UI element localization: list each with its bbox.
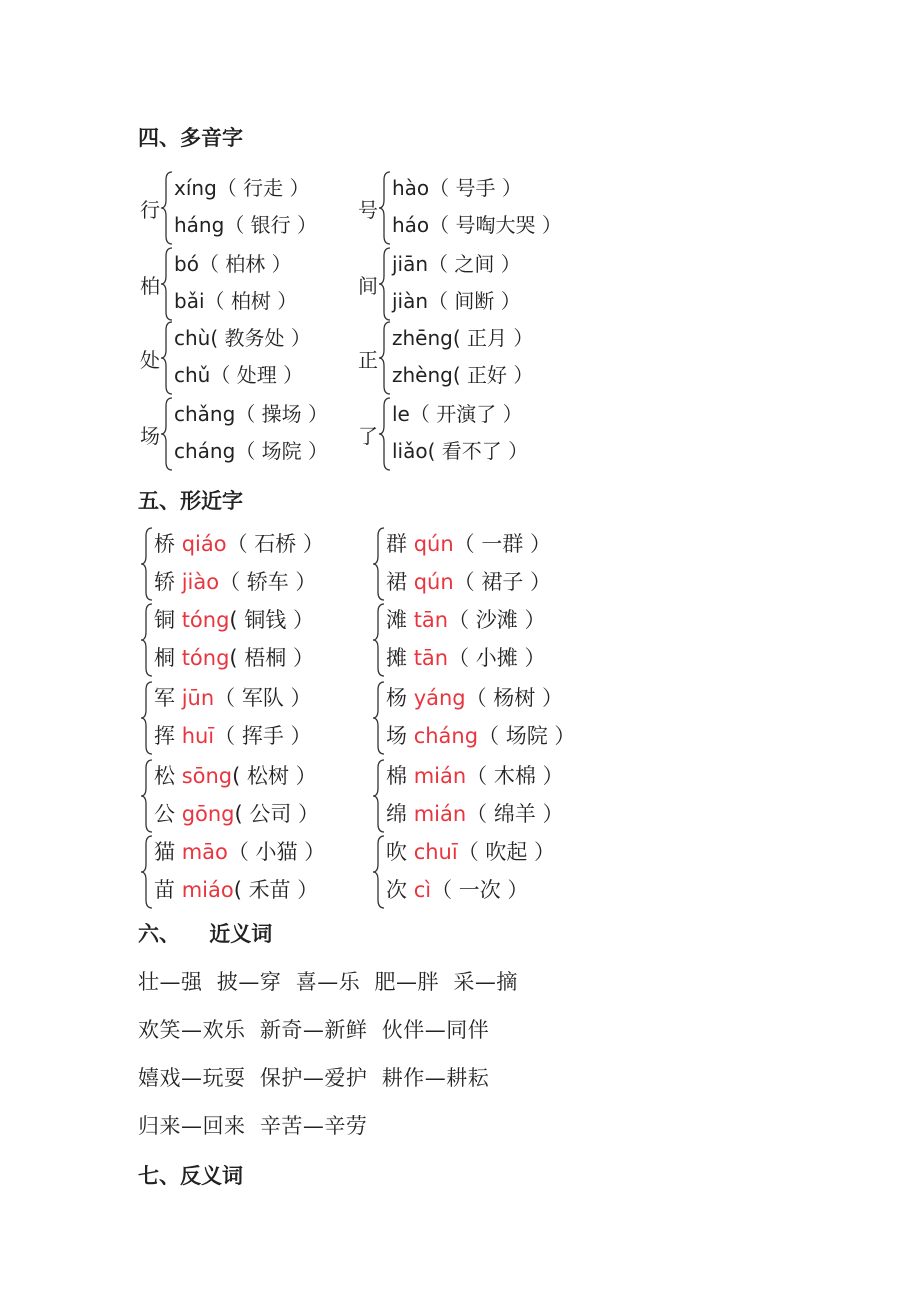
example-word: （ 小摊 ） bbox=[448, 646, 546, 670]
brace-path bbox=[379, 248, 390, 320]
similar-char-line bbox=[386, 682, 563, 712]
brace-path bbox=[373, 604, 384, 676]
char: 裙 bbox=[386, 570, 407, 594]
polyphone-reading bbox=[392, 435, 528, 464]
example-word: （ 木棉 ） bbox=[466, 764, 564, 788]
similar-char-line bbox=[386, 566, 551, 596]
polyphone-reading bbox=[392, 285, 521, 314]
brace-path bbox=[141, 836, 152, 908]
polyphone-reading bbox=[392, 398, 523, 427]
brace-icon bbox=[372, 834, 386, 910]
similar-char-line bbox=[154, 566, 316, 596]
char: 绵 bbox=[386, 802, 407, 826]
brace-path bbox=[373, 760, 384, 832]
pinyin-highlight: gōng bbox=[181, 802, 235, 826]
pinyin: le bbox=[392, 402, 410, 426]
char: 桐 bbox=[154, 646, 175, 670]
example-word: （ 一次 ） bbox=[431, 878, 529, 902]
example-word: ( 禾苗 ） bbox=[233, 878, 319, 902]
example-word: （ 银行 ） bbox=[224, 213, 318, 237]
pinyin: háo bbox=[392, 213, 430, 237]
similar-char-line bbox=[154, 798, 319, 828]
pinyin: chù bbox=[174, 326, 211, 350]
brace-icon bbox=[160, 320, 174, 396]
polyphone-char: 间 bbox=[358, 274, 378, 298]
char: 军 bbox=[154, 686, 175, 710]
pinyin: chǔ bbox=[174, 363, 211, 387]
section-heading-similar-chars: 五、形近字 bbox=[138, 489, 243, 513]
similar-char-line bbox=[154, 604, 314, 634]
brace-path bbox=[379, 398, 390, 470]
pinyin-highlight: huī bbox=[181, 724, 215, 748]
example-word: （ 沙滩 ） bbox=[448, 608, 546, 632]
brace-icon bbox=[140, 602, 154, 678]
polyphone-reading bbox=[174, 209, 317, 238]
similar-char-line bbox=[386, 604, 545, 634]
brace-icon bbox=[378, 246, 392, 322]
brace-icon bbox=[378, 396, 392, 472]
section-heading-synonyms: 六、 近义词 bbox=[138, 922, 273, 946]
brace-icon bbox=[140, 680, 154, 756]
example-word: （ 场院 ） bbox=[478, 724, 576, 748]
polyphone-reading bbox=[174, 172, 309, 201]
section-heading-antonyms: 七、反义词 bbox=[138, 1164, 243, 1188]
example-word: （ 一群 ） bbox=[453, 532, 551, 556]
pinyin: jiàn bbox=[392, 289, 429, 313]
example-word: （ 之间 ） bbox=[428, 252, 521, 276]
brace-icon bbox=[378, 170, 392, 246]
synonym-row: 壮—强 披—穿 喜—乐 肥—胖 采—摘 bbox=[138, 970, 518, 994]
pinyin-highlight: mián bbox=[413, 802, 467, 826]
example-word: （ 轿车 ） bbox=[219, 570, 317, 594]
brace-icon bbox=[140, 758, 154, 834]
char: 摊 bbox=[386, 646, 407, 670]
char: 场 bbox=[386, 724, 407, 748]
brace-path bbox=[141, 528, 152, 600]
char: 桥 bbox=[154, 532, 175, 556]
polyphone-char: 行 bbox=[140, 198, 160, 222]
example-word: （ 小猫 ） bbox=[227, 840, 326, 864]
brace-icon bbox=[160, 170, 174, 246]
char: 公 bbox=[154, 802, 175, 826]
example-word: ( 松树 ） bbox=[232, 764, 317, 788]
pinyin-highlight: qún bbox=[413, 532, 454, 556]
section-heading-polyphones: 四、多音字 bbox=[138, 126, 243, 150]
example-word: （ 军队 ） bbox=[214, 686, 312, 710]
example-word: （ 场院 ） bbox=[235, 439, 329, 463]
brace-path bbox=[161, 398, 172, 470]
brace-icon bbox=[160, 396, 174, 472]
similar-char-line bbox=[154, 682, 312, 712]
polyphone-reading bbox=[174, 398, 328, 427]
polyphone-reading bbox=[392, 209, 562, 238]
example-word: （ 开演了 ） bbox=[409, 402, 523, 426]
synonym-row: 归来—回来 辛苦—辛劳 bbox=[138, 1114, 368, 1138]
pinyin-highlight: tóng bbox=[181, 608, 230, 632]
example-word: （ 号啕大哭 ） bbox=[429, 213, 562, 237]
char: 松 bbox=[154, 764, 175, 788]
example-word: （ 绵羊 ） bbox=[466, 802, 564, 826]
polyphone-char: 号 bbox=[358, 198, 378, 222]
polyphone-char: 处 bbox=[140, 348, 160, 372]
polyphone-reading bbox=[174, 359, 303, 388]
pinyin-highlight: mián bbox=[413, 764, 467, 788]
brace-icon bbox=[372, 758, 386, 834]
brace-path bbox=[161, 172, 172, 244]
char: 轿 bbox=[154, 570, 175, 594]
similar-char-line bbox=[154, 720, 312, 750]
similar-char-line bbox=[386, 798, 564, 828]
polyphone-reading bbox=[174, 285, 297, 314]
brace-path bbox=[141, 604, 152, 676]
similar-char-line bbox=[386, 836, 555, 866]
example-word: （ 柏树 ） bbox=[204, 289, 298, 313]
polyphone-reading bbox=[392, 248, 521, 277]
example-word: ( 正月 ） bbox=[452, 326, 534, 350]
pinyin: jiān bbox=[392, 252, 429, 276]
brace-icon bbox=[372, 602, 386, 678]
pinyin-highlight: tān bbox=[413, 646, 449, 670]
example-word: ( 铜钱 ） bbox=[229, 608, 314, 632]
char: 杨 bbox=[386, 686, 407, 710]
char: 棉 bbox=[386, 764, 407, 788]
brace-path bbox=[141, 760, 152, 832]
brace-path bbox=[379, 322, 390, 394]
pinyin: cháng bbox=[174, 439, 236, 463]
pinyin: xíng bbox=[174, 176, 217, 200]
polyphone-reading bbox=[174, 435, 328, 464]
synonym-row: 欢笑—欢乐 新奇—新鲜 伙伴—同伴 bbox=[138, 1018, 490, 1042]
example-word: （ 间断 ） bbox=[428, 289, 521, 313]
pinyin-highlight: cì bbox=[413, 878, 432, 902]
similar-char-line bbox=[386, 720, 575, 750]
polyphone-reading bbox=[174, 248, 292, 277]
synonym-row: 嬉戏—玩耍 保护—爱护 耕作—耕耘 bbox=[138, 1066, 490, 1090]
brace-icon bbox=[140, 526, 154, 602]
char: 挥 bbox=[154, 724, 175, 748]
brace-icon bbox=[372, 680, 386, 756]
char: 次 bbox=[386, 878, 407, 902]
polyphone-char: 正 bbox=[358, 348, 378, 372]
pinyin: háng bbox=[174, 213, 225, 237]
brace-icon bbox=[140, 834, 154, 910]
polyphone-reading bbox=[392, 322, 533, 351]
example-word: （ 石桥 ） bbox=[226, 532, 324, 556]
pinyin: bǎi bbox=[174, 289, 205, 313]
example-word: （ 操场 ） bbox=[235, 402, 329, 426]
example-word: （ 处理 ） bbox=[210, 363, 304, 387]
similar-char-line bbox=[386, 874, 528, 904]
char: 滩 bbox=[386, 608, 407, 632]
similar-char-line bbox=[386, 528, 551, 558]
pinyin: bó bbox=[174, 252, 199, 276]
pinyin-highlight: māo bbox=[181, 840, 228, 864]
similar-char-line bbox=[386, 760, 564, 790]
pinyin: hào bbox=[392, 176, 430, 200]
similar-char-line bbox=[154, 642, 314, 672]
pinyin-highlight: cháng bbox=[413, 724, 479, 748]
similar-char-line bbox=[386, 642, 545, 672]
polyphone-reading bbox=[174, 322, 311, 351]
pinyin-highlight: jiào bbox=[181, 570, 220, 594]
example-word: （ 吹起 ） bbox=[457, 840, 556, 864]
char: 吹 bbox=[386, 840, 407, 864]
example-word: （ 柏林 ） bbox=[198, 252, 292, 276]
pinyin: zhèng bbox=[392, 363, 453, 387]
char: 猫 bbox=[154, 840, 175, 864]
example-word: ( 正好 ） bbox=[452, 363, 534, 387]
example-word: （ 号手 ） bbox=[429, 176, 522, 200]
pinyin-highlight: qún bbox=[413, 570, 454, 594]
example-word: ( 公司 ） bbox=[234, 802, 320, 826]
example-word: （ 行走 ） bbox=[216, 176, 310, 200]
example-word: （ 杨树 ） bbox=[465, 686, 563, 710]
pinyin-highlight: sōng bbox=[181, 764, 233, 788]
pinyin-highlight: chuī bbox=[413, 840, 458, 864]
polyphone-char: 柏 bbox=[140, 274, 160, 298]
similar-char-line bbox=[154, 760, 317, 790]
polyphone-reading bbox=[392, 359, 533, 388]
pinyin: chǎng bbox=[174, 402, 236, 426]
similar-char-line bbox=[154, 836, 325, 866]
example-word: ( 看不了 ） bbox=[427, 439, 529, 463]
brace-icon bbox=[372, 526, 386, 602]
similar-char-line bbox=[154, 528, 324, 558]
pinyin-highlight: jūn bbox=[181, 686, 215, 710]
pinyin-highlight: miáo bbox=[181, 878, 234, 902]
similar-char-line bbox=[154, 874, 318, 904]
brace-path bbox=[161, 322, 172, 394]
polyphone-reading bbox=[392, 172, 522, 201]
brace-icon bbox=[160, 246, 174, 322]
example-word: ( 教务处 ） bbox=[210, 326, 311, 350]
pinyin: liǎo bbox=[392, 439, 428, 463]
brace-path bbox=[373, 682, 384, 754]
pinyin-highlight: tóng bbox=[181, 646, 230, 670]
brace-path bbox=[379, 172, 390, 244]
polyphone-char: 场 bbox=[140, 424, 160, 448]
char: 群 bbox=[386, 532, 407, 556]
brace-path bbox=[373, 528, 384, 600]
pinyin-highlight: qiáo bbox=[181, 532, 227, 556]
example-word: （ 裙子 ） bbox=[453, 570, 551, 594]
char: 苗 bbox=[154, 878, 175, 902]
brace-path bbox=[141, 682, 152, 754]
pinyin-highlight: yáng bbox=[413, 686, 466, 710]
brace-path bbox=[161, 248, 172, 320]
brace-path bbox=[373, 836, 384, 908]
example-word: （ 挥手 ） bbox=[214, 724, 312, 748]
polyphone-char: 了 bbox=[358, 424, 378, 448]
pinyin-highlight: tān bbox=[413, 608, 449, 632]
pinyin: zhēng bbox=[392, 326, 453, 350]
char: 铜 bbox=[154, 608, 175, 632]
example-word: ( 梧桐 ） bbox=[229, 646, 314, 670]
brace-icon bbox=[378, 320, 392, 396]
